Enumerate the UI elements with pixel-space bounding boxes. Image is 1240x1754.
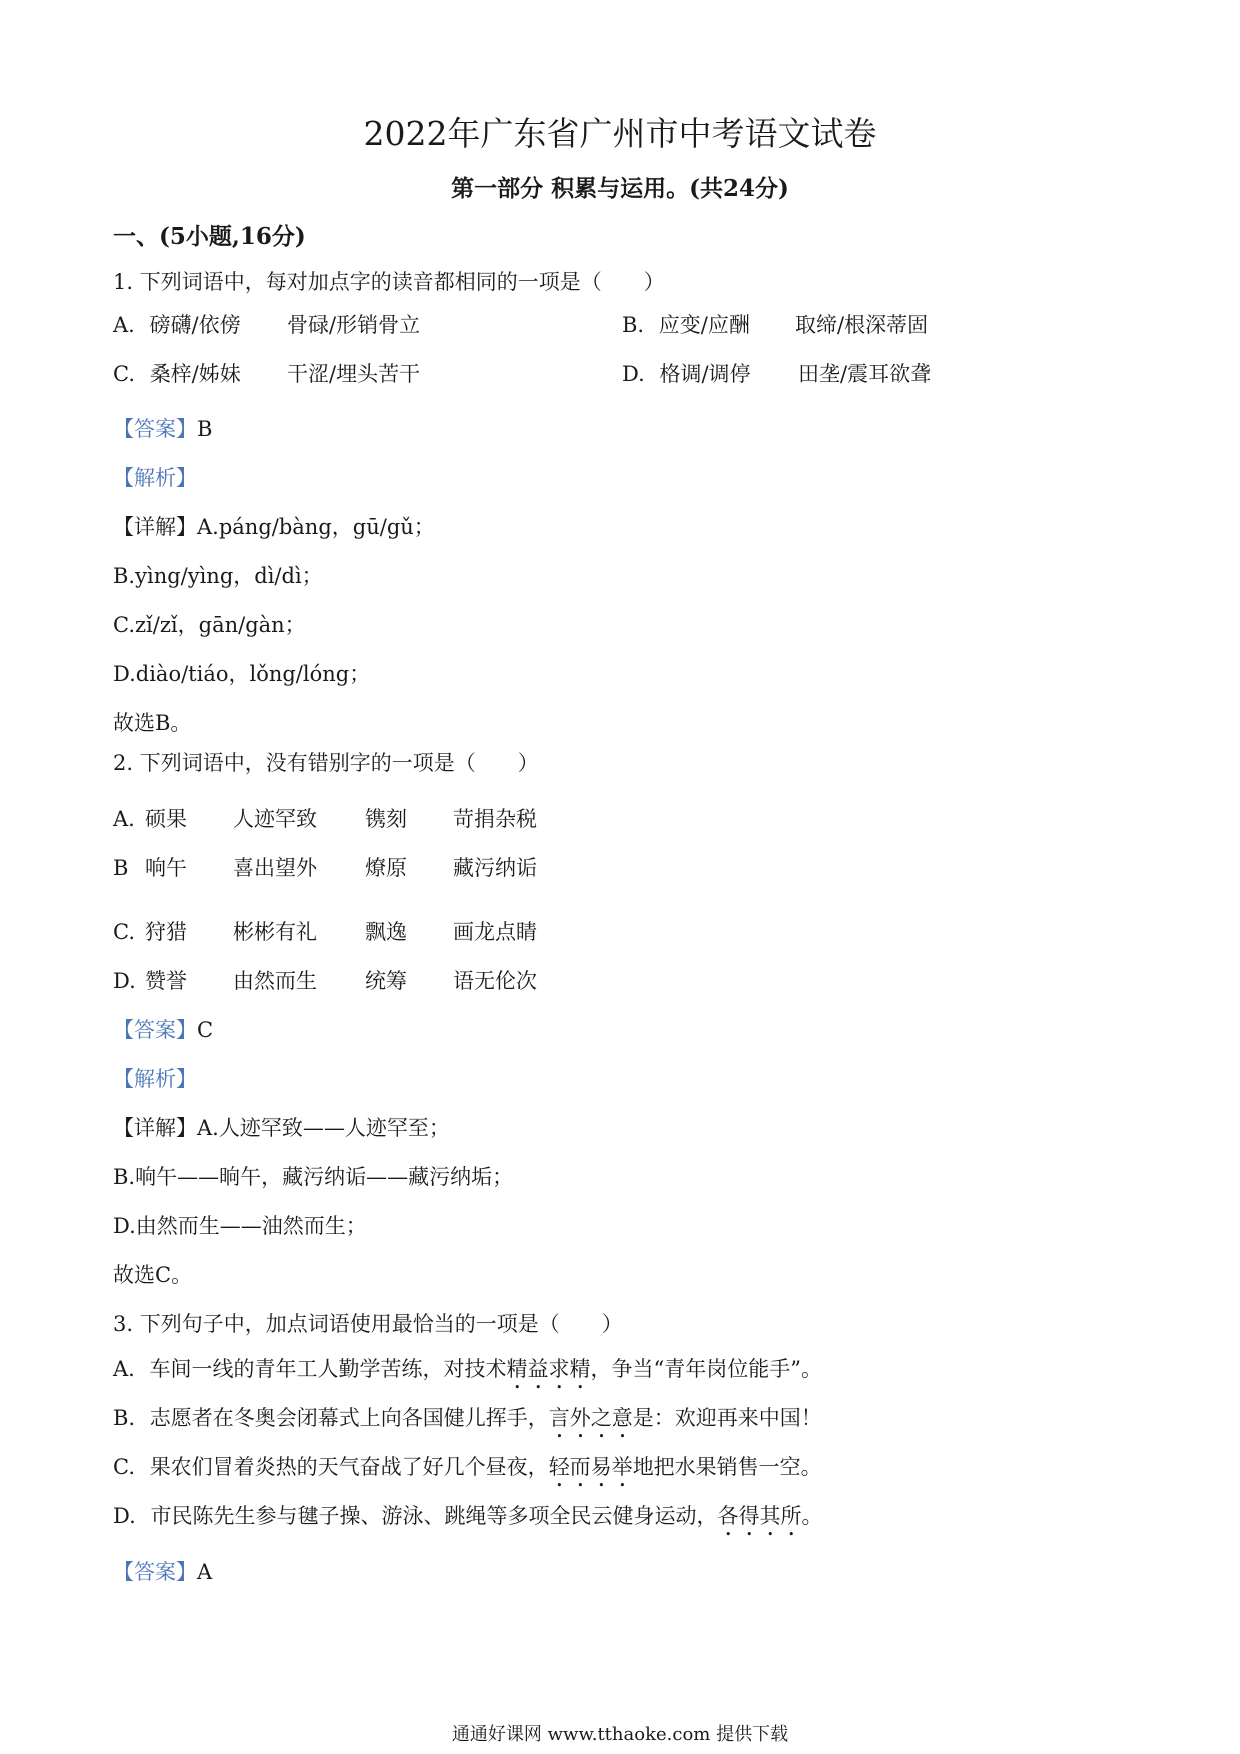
option-word: 人迹罕致 xyxy=(233,807,317,831)
option-label: C. xyxy=(113,362,135,386)
option-label: D. xyxy=(622,362,645,386)
q2-option-b xyxy=(113,853,537,883)
option-label: A. xyxy=(113,1357,135,1381)
option-label: C. xyxy=(113,1455,135,1479)
option-word: 藏污纳诟 xyxy=(453,856,537,880)
option-label: A. xyxy=(113,313,135,337)
q1-option-c xyxy=(113,359,421,389)
answer-value: C xyxy=(197,1018,214,1042)
q1-analysis-label: 【解析】 xyxy=(113,466,197,490)
detail-text: A.人迹罕致——人迹罕至； xyxy=(197,1116,450,1140)
q2-stem: 2. 下列词语中，没有错别字的一项是（ ） xyxy=(113,751,539,775)
option-label: B xyxy=(113,856,129,880)
option-word: 统筹 xyxy=(365,969,407,993)
q1-option-d xyxy=(622,359,932,389)
q2-detail-b: B.响午——晌午，藏污纳诟——藏污纳垢； xyxy=(113,1165,514,1189)
option-text-after: 是：欢迎再来中国！ xyxy=(632,1406,822,1430)
q2-analysis-label: 【解析】 xyxy=(113,1067,197,1091)
option-text-before: 市民陈先生参与毽子操、游泳、跳绳等多项全民云健身运动， xyxy=(150,1504,718,1528)
answer-label: 【答案】 xyxy=(113,1560,197,1584)
option-word: 燎原 xyxy=(365,856,407,880)
q2-detail-d: D.由然而生——油然而生； xyxy=(113,1214,367,1238)
q2-conclusion: 故选C。 xyxy=(113,1263,193,1287)
answer-label: 【答案】 xyxy=(113,417,197,441)
option-word-1: 磅礴/依傍 xyxy=(149,313,241,337)
option-word: 喜出望外 xyxy=(233,856,317,880)
dotted-phrase: 轻而易举 xyxy=(548,1455,633,1479)
answer-value: B xyxy=(197,417,213,441)
page-title: 2022年广东省广州市中考语文试卷 xyxy=(363,114,877,153)
q3-option-d xyxy=(113,1501,822,1541)
q2-option-a xyxy=(113,804,537,834)
option-word: 响午 xyxy=(145,856,187,880)
q1-conclusion: 故选B。 xyxy=(113,711,192,735)
dotted-phrase: 精益求精 xyxy=(506,1357,591,1381)
option-label: C. xyxy=(113,920,135,944)
option-word: 画龙点睛 xyxy=(453,920,537,944)
detail-text: A.páng/bàng，gū/gǔ； xyxy=(197,515,435,539)
part-title: 第一部分 积累与运用。(共24分) xyxy=(451,175,789,202)
option-text-after: 。 xyxy=(801,1504,823,1528)
q1-stem: 1. 下列词语中，每对加点字的读音都相同的一项是（ ） xyxy=(113,270,665,294)
option-label: A. xyxy=(113,807,135,831)
option-word-2: 取缔/根深蒂固 xyxy=(795,313,929,337)
q1-option-b xyxy=(622,310,929,340)
q2-option-c xyxy=(113,917,537,947)
option-word-2: 田垄/震耳欲聋 xyxy=(798,362,932,386)
option-label: B. xyxy=(113,1406,136,1430)
option-word-1: 格调/调停 xyxy=(659,362,751,386)
option-label: B. xyxy=(622,313,645,337)
footer-source: 通通好课网 www.tthaoke.com 提供下载 xyxy=(451,1724,789,1745)
option-word: 硕果 xyxy=(145,807,187,831)
option-word: 彬彬有礼 xyxy=(233,920,317,944)
option-word-1: 桑梓/姊妹 xyxy=(149,362,241,386)
q2-detail-a xyxy=(113,1113,450,1143)
option-word-2: 干涩/埋头苦干 xyxy=(287,362,421,386)
option-text-before: 车间一线的青年工人勤学苦练，对技术 xyxy=(149,1357,507,1381)
q3-answer xyxy=(113,1557,212,1587)
q3-stem: 3. 下列句子中，加点词语使用最恰当的一项是（ ） xyxy=(113,1312,623,1336)
section-title: 一、(5小题,16分) xyxy=(113,223,306,250)
detail-label: 【详解】 xyxy=(113,515,197,539)
option-word: 狩猎 xyxy=(145,920,187,944)
q1-answer xyxy=(113,414,212,444)
option-word: 苛捐杂税 xyxy=(453,807,537,831)
option-label: D. xyxy=(113,1504,136,1528)
option-label: D. xyxy=(113,969,136,993)
q1-option-a xyxy=(113,310,421,340)
answer-value: A xyxy=(197,1560,213,1584)
option-word: 由然而生 xyxy=(233,969,317,993)
q1-detail-c: C.zǐ/zǐ，gān/gàn； xyxy=(113,613,306,637)
option-text-before: 果农们冒着炎热的天气奋战了好几个昼夜， xyxy=(149,1455,549,1479)
option-text-after: ，争当“青年岗位能手”。 xyxy=(590,1357,823,1381)
q1-detail-a xyxy=(113,512,435,542)
option-word: 语无伦次 xyxy=(453,969,537,993)
q1-detail-b: B.yìng/yìng，dì/dì； xyxy=(113,564,323,588)
option-text-after: 地把水果销售一空。 xyxy=(632,1455,822,1479)
q3-option-b xyxy=(113,1403,822,1443)
detail-label: 【详解】 xyxy=(113,1116,197,1140)
q2-answer xyxy=(113,1015,213,1045)
q3-option-a xyxy=(113,1354,822,1394)
option-word-2: 骨碌/形销骨立 xyxy=(287,313,421,337)
answer-label: 【答案】 xyxy=(113,1018,197,1042)
dotted-phrase: 各得其所 xyxy=(717,1504,802,1528)
q2-option-d xyxy=(113,966,537,996)
option-word: 飘逸 xyxy=(365,920,407,944)
q1-detail-d: D.diào/tiáo，lǒng/lóng； xyxy=(113,662,371,686)
option-word-1: 应变/应酬 xyxy=(658,313,750,337)
q3-option-c xyxy=(113,1452,822,1492)
option-text-before: 志愿者在冬奥会闭幕式上向各国健儿挥手， xyxy=(149,1406,549,1430)
option-word: 镌刻 xyxy=(365,807,407,831)
dotted-phrase: 言外之意 xyxy=(548,1406,633,1430)
option-word: 赞誉 xyxy=(145,969,187,993)
